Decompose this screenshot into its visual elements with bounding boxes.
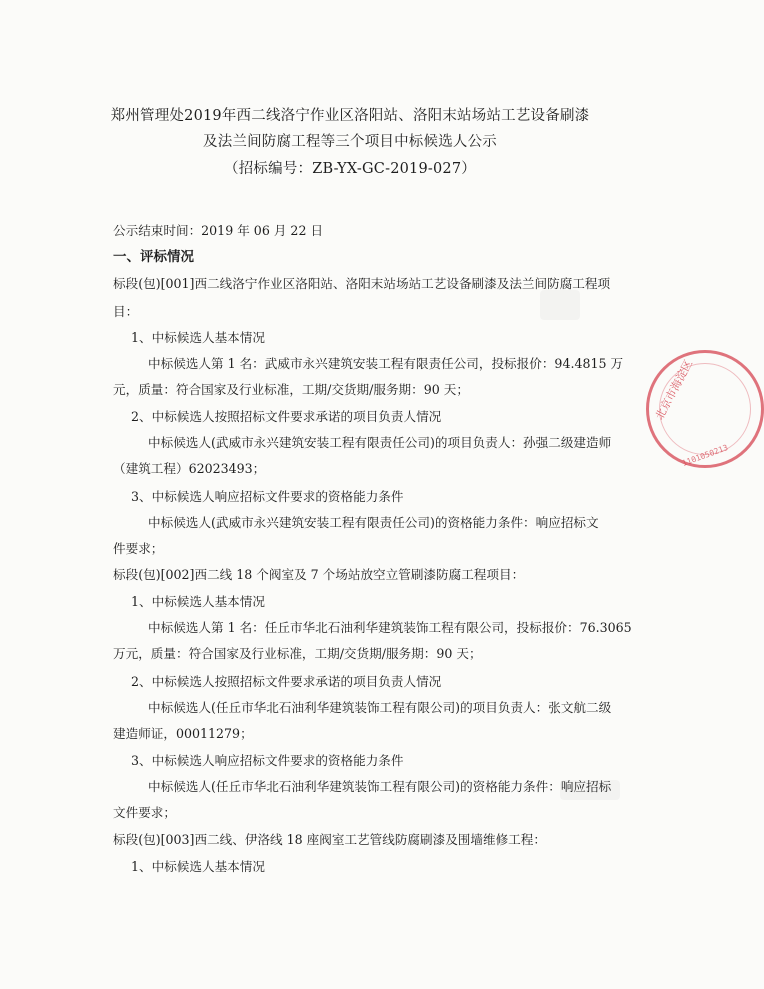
lot2-title: 标段(包)[002]西二线 18 个阀室及 7 个场站放空立管刷漆防腐工程项目： xyxy=(113,567,525,582)
lot2-pm-info-cont: 建造师证，00011279； xyxy=(113,726,253,741)
lot1-qual-heading: 3、中标候选人响应招标文件要求的资格能力条件 xyxy=(131,489,404,504)
lot2-qual-heading: 3、中标候选人响应招标文件要求的资格能力条件 xyxy=(131,753,404,768)
lot2-basic-info-cont: 万元，质量：符合国家及行业标准，工期/交货期/服务期：90 天； xyxy=(113,646,482,661)
doc-title-line-2: 及法兰间防腐工程等三个项目中标候选人公示 xyxy=(203,134,497,150)
seal-text: 北京市海淀区 xyxy=(652,357,696,423)
lot2-qual-info: 中标候选人(任丘市华北石油利华建筑装饰工程有限公司)的资格能力条件：响应招标 xyxy=(148,779,612,794)
scan-smudge xyxy=(540,290,580,320)
lot1-title-cont: 目： xyxy=(113,304,139,319)
seal-number: 1101050213 xyxy=(680,443,730,468)
section-heading-evaluation: 一、评标情况 xyxy=(113,249,194,265)
lot1-pm-info-cont: （建筑工程）62023493； xyxy=(113,461,266,476)
lot3-title: 标段(包)[003]西二线、伊洛线 18 座阀室工艺管线防腐刷漆及围墙维修工程： xyxy=(113,832,546,847)
company-seal-stamp xyxy=(646,350,764,468)
lot1-basic-info: 中标候选人第 1 名：武威市永兴建筑安装工程有限责任公司，投标报价：94.4815 万 xyxy=(148,356,624,371)
lot1-basic-heading: 1、中标候选人基本情况 xyxy=(131,330,265,345)
lot2-pm-heading: 2、中标候选人按照招标文件要求承诺的项目负责人情况 xyxy=(131,674,442,689)
lot1-basic-info-cont: 元，质量：符合国家及行业标准，工期/交货期/服务期：90 天； xyxy=(113,382,469,397)
doc-title-line-1: 郑州管理处2019年西二线洛宁作业区洛阳站、洛阳末站场站工艺设备刷漆 xyxy=(110,108,590,124)
publish-end-date: 公示结束时间：2019 年 06 月 22 日 xyxy=(113,223,324,238)
lot2-qual-info-cont: 文件要求； xyxy=(113,805,176,820)
lot3-basic-heading: 1、中标候选人基本情况 xyxy=(131,859,265,874)
lot1-qual-info-cont: 件要求； xyxy=(113,541,164,556)
lot1-pm-heading: 2、中标候选人按照招标文件要求承诺的项目负责人情况 xyxy=(131,409,442,424)
lot1-title: 标段(包)[001]西二线洛宁作业区洛阳站、洛阳末站场站工艺设备刷漆及法兰间防腐工程项 xyxy=(113,276,611,291)
lot2-pm-info: 中标候选人(任丘市华北石油利华建筑装饰工程有限公司)的项目负责人：张文航二级 xyxy=(148,700,612,715)
lot1-pm-info: 中标候选人(武威市永兴建筑安装工程有限责任公司)的项目负责人：孙强二级建造师 xyxy=(148,435,612,450)
lot2-basic-info: 中标候选人第 1 名：任丘市华北石油利华建筑装饰工程有限公司，投标报价：76.3065 xyxy=(148,620,632,635)
lot2-basic-heading: 1、中标候选人基本情况 xyxy=(131,594,265,609)
tender-number: （招标编号：ZB-YX-GC-2019-027） xyxy=(224,161,476,177)
lot1-qual-info: 中标候选人(武威市永兴建筑安装工程有限责任公司)的资格能力条件：响应招标文 xyxy=(148,515,599,530)
